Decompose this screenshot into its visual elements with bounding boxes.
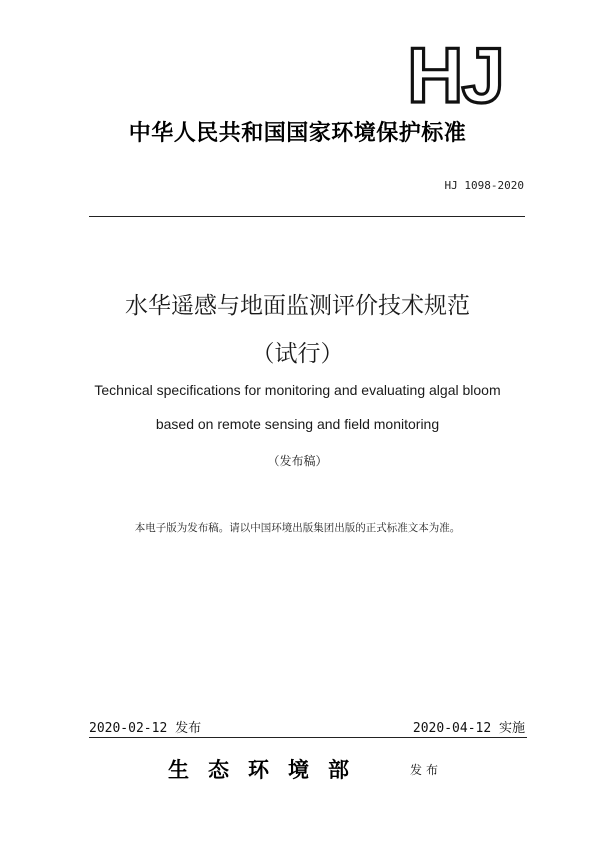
hj-logo [399, 40, 511, 106]
title-english-line-1: Technical specifications for monitoring and evaluating algal bloom [94, 382, 501, 398]
draft-label: （发布稿） [267, 454, 328, 468]
hj-logo-letters: HJ [407, 40, 503, 106]
hj-logo-graphic [399, 40, 511, 106]
title-english-line-2: based on remote sensing and field monitoring [155, 416, 440, 432]
title-chinese: 水华遥感与地面监测评价技术规范 [125, 293, 470, 319]
release-date: 2020-02-12 发布 [89, 721, 202, 736]
top-divider [89, 216, 525, 217]
edition-notice: 本电子版为发布稿。请以中国环境出版集团出版的正式标准文本为准。 [134, 522, 461, 534]
bottom-divider [89, 737, 527, 738]
organization-name: 中华人民共和国国家环境保护标准 [128, 120, 467, 146]
standard-code: HJ 1098-2020 [444, 179, 524, 192]
effective-date: 2020-04-12 实施 [412, 721, 525, 736]
issuing-authority: 生态环境部 [168, 757, 368, 782]
title-chinese-trial: （试行） [251, 341, 344, 367]
issuing-suffix: 发布 [410, 763, 443, 777]
